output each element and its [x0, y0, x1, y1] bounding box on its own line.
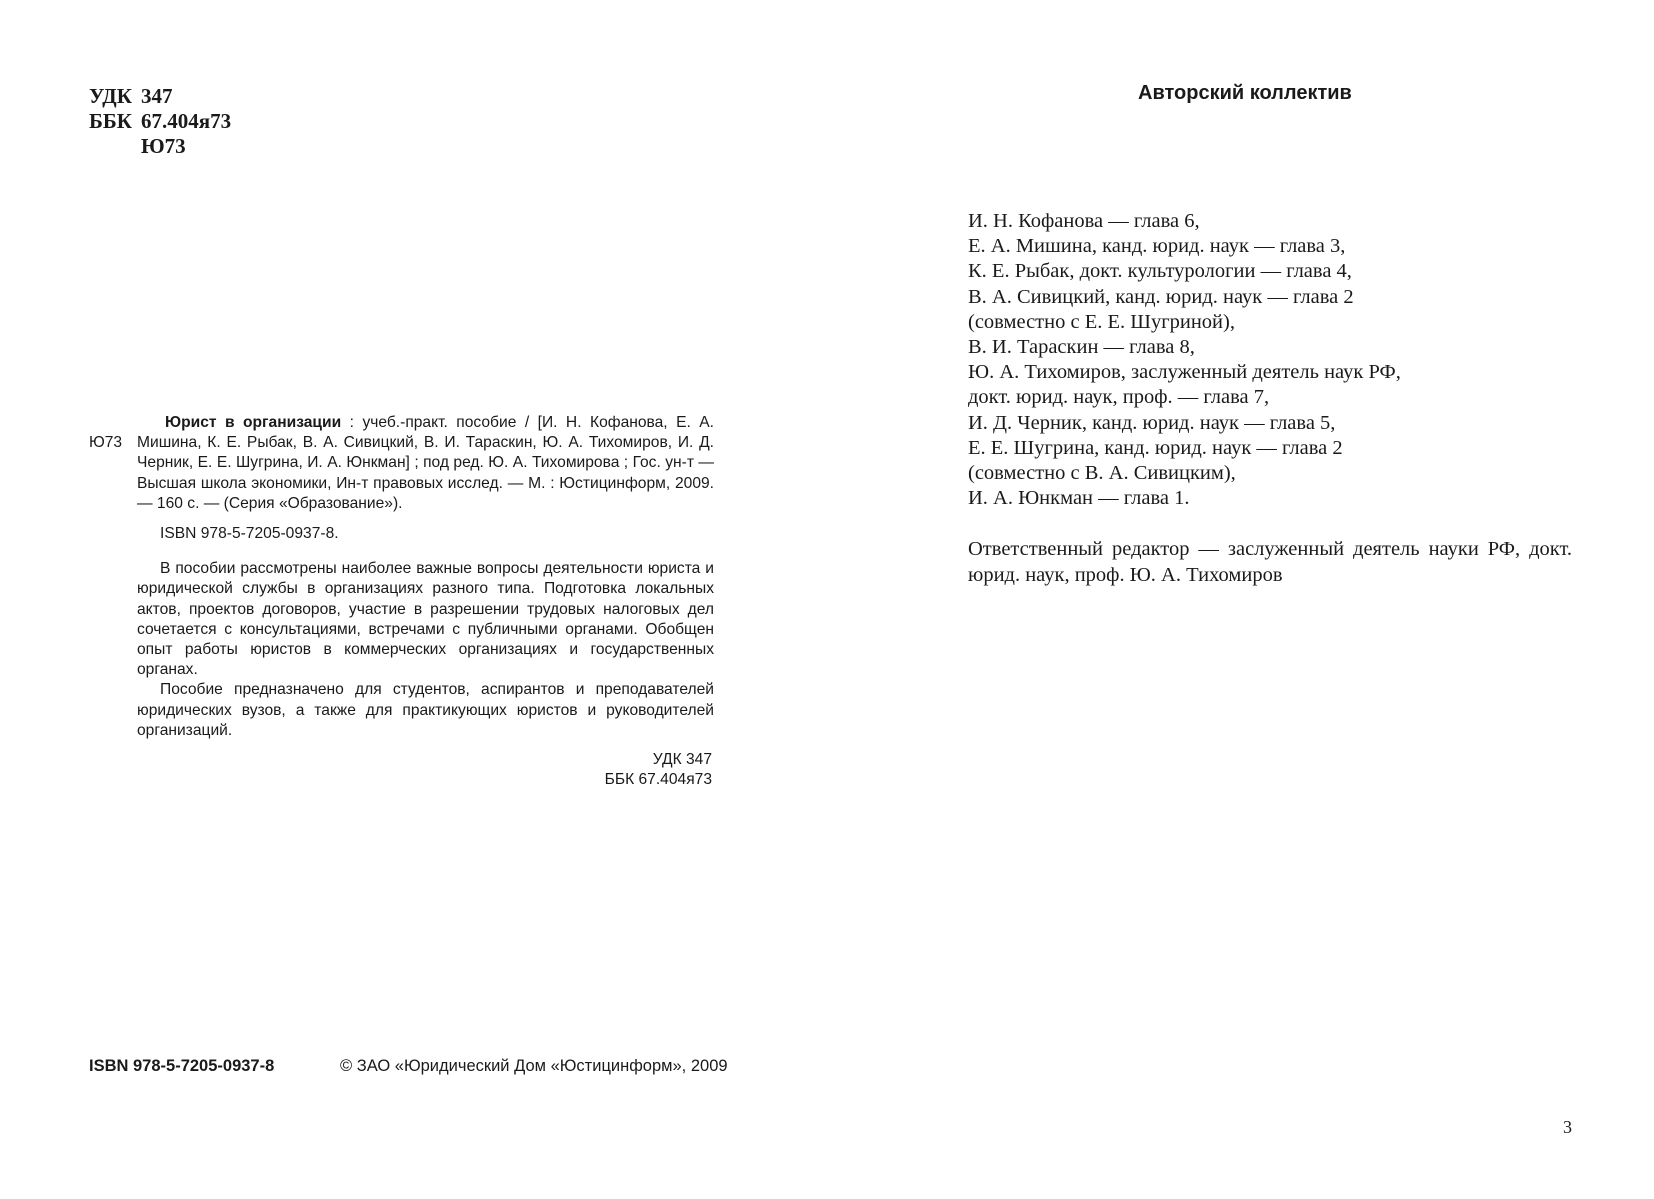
bibliographic-record	[89, 413, 714, 790]
author-sign-row	[89, 134, 231, 159]
responsible-editor: Ответственный редактор — заслуженный деятель науки РФ, докт. юрид. наук, проф. Ю. А. Тихомиров	[968, 538, 1572, 586]
isbn-bottom: ISBN 978-5-7205-0937-8	[89, 1057, 275, 1075]
authors-list	[968, 209, 1401, 511]
copyright-line: © ЗАО «Юридический Дом «Юстицинформ», 2009	[340, 1057, 728, 1075]
author-sign-label	[89, 134, 141, 159]
footer-codes	[89, 750, 714, 790]
abstract-paragraph-1: В пособии рассмотрены наиболее важные вопросы деятельности юриста и юридической службы в организациях разного типа. Подготовка локальных актов, проектов договоров, участие в разрешении трудовых налоговых дел сочетается с консультациями, встречами с публичными органами. Обобщен опыт работы юристов в коммерческих организациях и государственных органах.	[137, 560, 714, 679]
author-line: (совместно с В. А. Сивицким),	[968, 462, 1236, 485]
page-number: 3	[1563, 1117, 1572, 1137]
author-line: И. А. Юнкман — глава 1.	[968, 487, 1190, 510]
abstract-paragraph-2: Пособие предназначено для студентов, аспирантов и преподавателей юридических вузов, а также для практикующих юристов и руководителей организаций.	[137, 681, 714, 739]
author-sign-value: Ю73	[141, 134, 186, 158]
udk-row	[89, 84, 231, 109]
author-line: Ю. А. Тихомиров, заслуженный деятель наук РФ,	[968, 361, 1401, 384]
footer-udk: УДК 347	[652, 751, 712, 769]
classification-codes	[89, 84, 231, 159]
bbk-value: 67.404я73	[141, 109, 232, 133]
bbk-row	[89, 109, 231, 134]
author-line: И. Н. Кофанова — глава 6,	[968, 210, 1200, 232]
footer-bbk: ББК 67.404я73	[604, 771, 712, 789]
udk-value: 347	[141, 84, 173, 108]
bibliographic-entry	[137, 413, 714, 514]
author-code: Ю73	[89, 434, 123, 451]
author-line: В. И. Тараскин — глава 8,	[968, 336, 1195, 359]
author-line: (совместно с Е. Е. Шугриной),	[968, 310, 1235, 333]
author-line: В. А. Сивицкий, канд. юрид. наук — глава 2	[968, 285, 1354, 308]
author-line: докт. юрид. наук, проф. — глава 7,	[968, 386, 1270, 409]
book-title: Юрист в организации	[165, 414, 342, 431]
udk-label: УДК	[89, 84, 132, 108]
bbk-label: ББК	[89, 109, 132, 133]
isbn-line: ISBN 978-5-7205-0937-8.	[160, 525, 339, 543]
author-line: Е. Е. Шугрина, канд. юрид. наук — глава 2	[968, 436, 1343, 459]
author-line: К. Е. Рыбак, докт. культурологии — глава 4,	[968, 260, 1352, 283]
author-line: Е. А. Мишина, канд. юрид. наук — глава 3,	[968, 235, 1346, 258]
author-line: И. Д. Черник, канд. юрид. наук — глава 5,	[968, 411, 1336, 434]
authors-collective-title: Авторский коллектив	[1138, 82, 1352, 104]
bibliographic-description: : учеб.-практ. пособие / [И. Н. Кофанова, Е. А. Мишина, К. Е. Рыбак, В. А. Сивицкий, В. И. Тараскин, Ю. А. Тихомиров, И. Д. Черник, Е. Е. Шугрина, И. А. Юнкман] ; под ред. Ю. А. Тихомирова ; Гос. ун-т — Высшая школа экономики, Ин-т правовых исслед. — М. : Юстицинформ, 2009. — 160 с. — (Серия «Образование»).	[137, 414, 715, 512]
